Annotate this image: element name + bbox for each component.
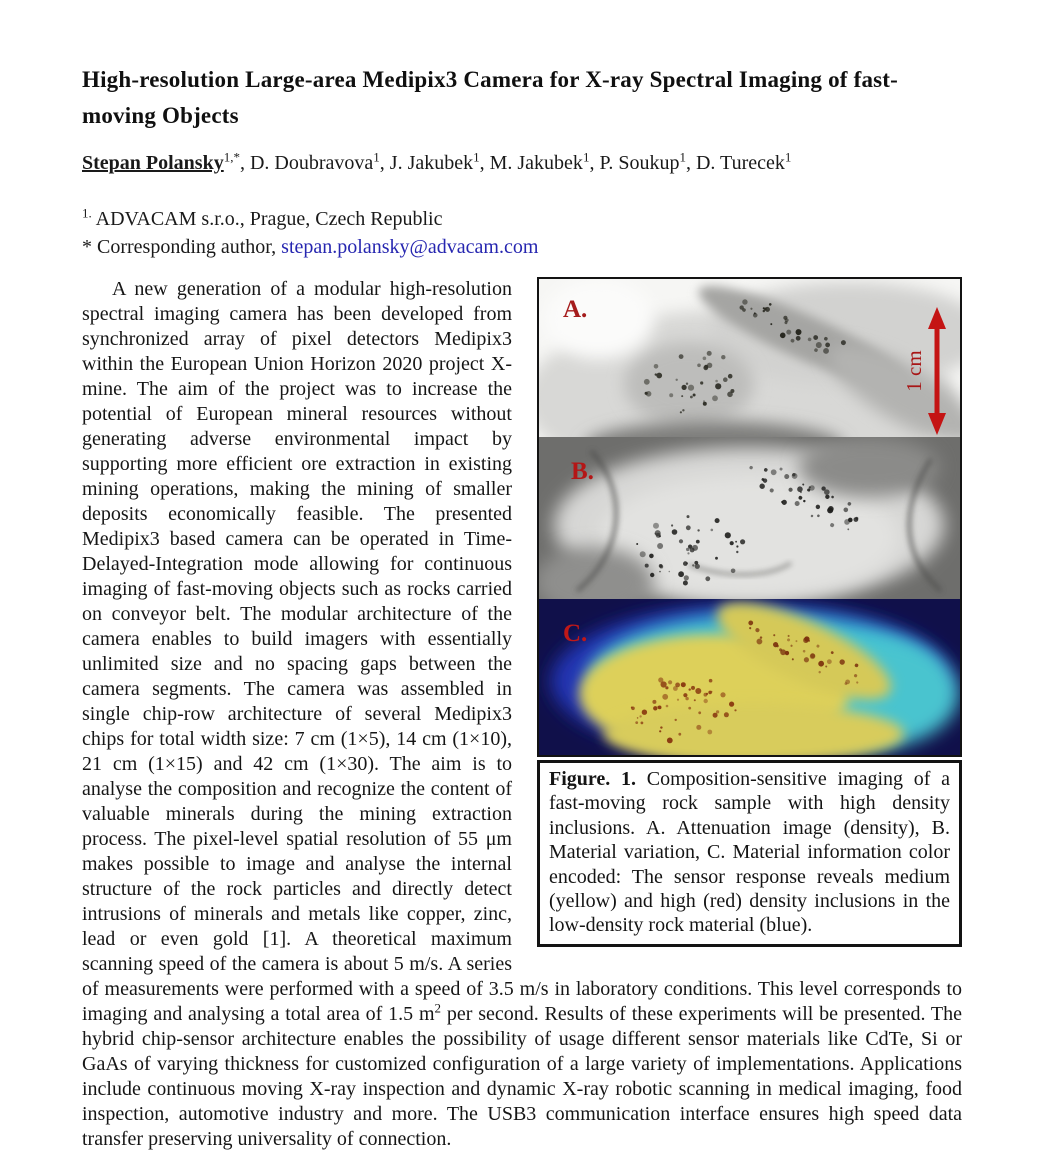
rock-material-shading <box>539 437 944 599</box>
abstract-section <box>82 277 962 1152</box>
affiliation-sup: 1. <box>82 205 92 221</box>
figure-panel-c-color-encoded <box>539 599 960 755</box>
figure-caption-number: Figure. 1. <box>549 768 637 790</box>
author-5 <box>695 149 792 174</box>
panel-c-label: C. <box>563 620 588 647</box>
corresponding-prefix: * Corresponding author, <box>82 236 282 258</box>
author-3-sup: 1 <box>582 149 590 165</box>
author-4-name: P. Soukup <box>599 152 680 174</box>
affiliation-block <box>82 205 962 261</box>
corresponding-line <box>82 233 962 261</box>
figure-panel-b-material-variation <box>539 437 960 599</box>
paper-title: High-resolution Large-area Medipix3 Camera for X-ray Spectral Imaging of fast-moving Objects <box>82 67 899 128</box>
panel-a-label: A. <box>563 296 588 323</box>
author-1: D. Doubravova$^1$, <box>249 149 390 174</box>
author-2-name: J. Jakubek <box>389 152 474 174</box>
abstract-text-part2: per second. Results of these experiments will be presented. The hybrid chip-sensor architecture enables the possibility of usage different sensor materials like CdTe, Si or GaAs of varying thickness for customized configuration of a large variety of implementations. Applications include continuous moving X-ray inspection and dynamic X-ray robotic scanning in medical imaging, food inspection, automotive industry and more. The USB3 communication interface ensures high speed data transfer preserving universality of connection. <box>82 1003 962 1150</box>
affiliation-text: ADVACAM s.r.o., Prague, Czech Republic <box>91 208 443 230</box>
author-3-name: M. Jakubek <box>489 152 583 174</box>
abstract-text-part1: A new generation of a modular high-resolution spectral imaging camera has been developed from synchronized array of pixel detectors Medipix3 within the European Union Horizon 2020 project X-mine. The aim of the project was to increase the potential of European mineral resources without generating adverse environmental impact by supporting more efficient ore extraction in existing mining operations, making the mining of smaller deposits economically feasible. The presented Medipix3 based camera can be operated in Time-Delayed-Integration mode allowing for continuous imaging of fast-moving objects such as rocks carried on conveyor belt. The modular architecture of the camera enables to build imagers with essentially unlimited size and no spacing gaps between the camera segments. The camera was assembled in single chip-row architecture of several Medipix3 chips for total width size: 7 cm (1×5), 14 cm (1×10), 21 cm (1×15) and 42 cm (1×30). The aim is to analyse the composition and recognize the content of valuable minerals during the mining extraction process. The pixel-level spatial resolution of 55 μm makes possible to image and analyse the internal structure of the rock particles and directly detect intrusions of minerals and metals like copper, zinc, lead or even gold [1]. A theoretical maximum scanning speed of the camera is about 5 m/s. A series of measurements were performed with a speed of 3.5 m/s in laboratory conditions. This level corresponds to imaging and analysing a total area of 1.5 m <box>82 278 962 1025</box>
author-0-name: Stepan Polansky <box>82 152 224 174</box>
figure-panel-a-attenuation-image <box>539 279 960 437</box>
author-0-sup: 1,* <box>223 149 240 165</box>
author-1-name: D. Doubravova <box>249 152 374 174</box>
affiliation-line <box>82 205 962 233</box>
scale-label: 1 cm <box>902 350 926 392</box>
figure-caption <box>537 760 962 947</box>
author-5-sup: 1 <box>784 149 792 165</box>
author-list <box>82 149 962 175</box>
abstract-area-superscript: 2 <box>434 1000 442 1016</box>
author-0: Stepan Polansky$^{1,*}$, <box>82 149 250 174</box>
author-1-sup: 1 <box>373 149 380 165</box>
author-2-sup: 1 <box>473 149 480 165</box>
author-3: M. Jakubek$^1$, <box>489 149 600 174</box>
author-5-name: D. Turecek <box>695 152 785 174</box>
figure-panels <box>537 277 962 757</box>
author-4: P. Soukup$^1$, <box>599 149 696 174</box>
figure-caption-text: Composition-sensitive imaging of a fast-moving rock sample with high density inclusions. A. Attenuation image (density), B. Material variation, C. Material information color encoded: The sensor response reveals medium (yellow) and high (red) density inclusions in the low-density rock material (blue). <box>549 768 950 937</box>
panel-b-label: B. <box>571 458 594 485</box>
rock-attenuation-shading <box>539 279 960 437</box>
author-2: J. Jakubek$^1$, <box>389 149 490 174</box>
corresponding-email-link[interactable]: stepan.polansky@advacam.com <box>281 236 539 258</box>
figure-1 <box>537 277 962 947</box>
author-4-sup: 1 <box>679 149 686 165</box>
